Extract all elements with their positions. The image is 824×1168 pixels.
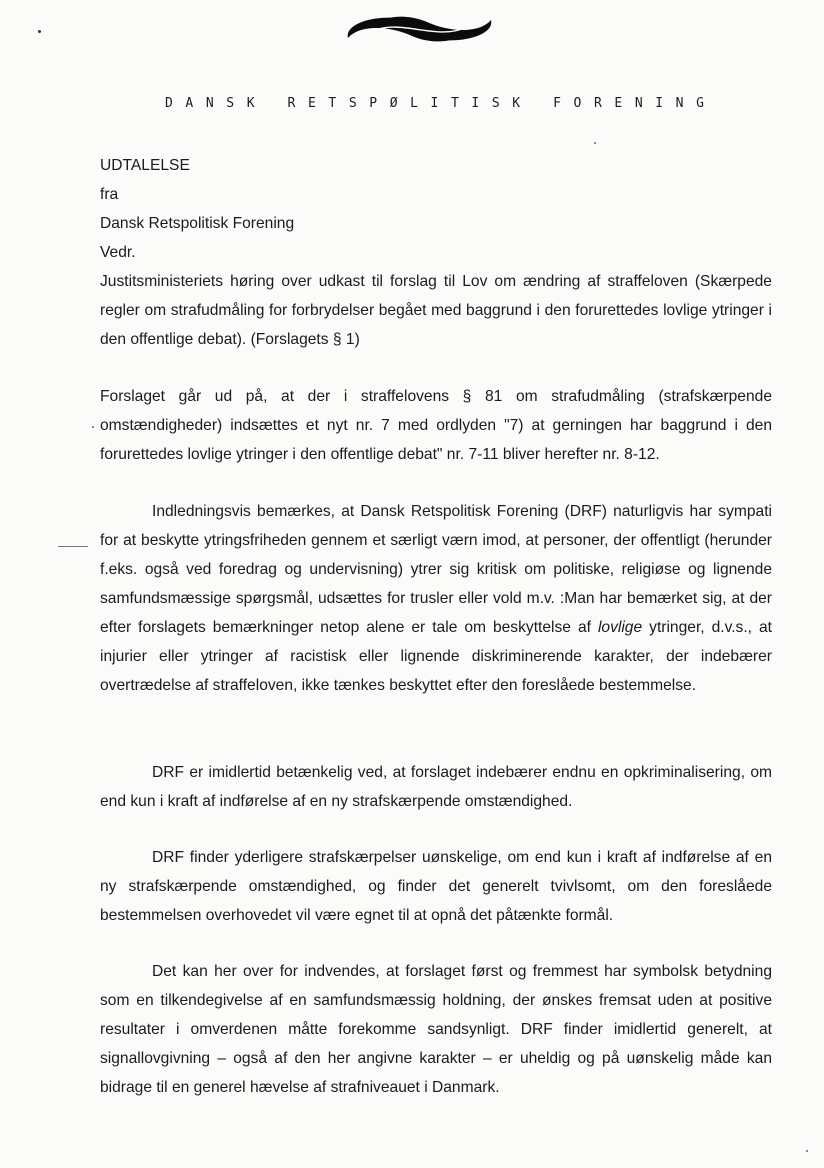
regarding-label: Vedr. bbox=[100, 244, 136, 261]
from-name: Dansk Retspolitisk Forening bbox=[100, 215, 295, 232]
scan-artifact bbox=[806, 1150, 808, 1152]
scan-artifact bbox=[92, 426, 94, 428]
organization-logo bbox=[342, 8, 497, 50]
paragraph-introduction bbox=[100, 497, 772, 700]
paragraph-symbolic: Det kan her over for indvendes, at forslaget først og fremmest har symbolsk betydning som en tilkendegivelse af en samfundsmæssig holdning, der ønskes fremsat uden at positive resultater i omverdenen måtte forekomme sandsynligt. DRF finder imidlertid generelt, at signallovgivning – også af den her angivne karakter – er uheldig og på uønskelig måde kan bidrage til en generel hævelse af strafniveauet i Danmark. bbox=[100, 963, 772, 1096]
scan-artifact bbox=[594, 142, 596, 144]
scan-artifact bbox=[58, 546, 88, 547]
paragraph-concern: DRF er imidlertid betænkelig ved, at forslaget indebærer endnu en opkriminalisering, om end kun i kraft af indførelse af en ny strafskærpende omstændighed. bbox=[100, 764, 772, 810]
paragraph-objection: DRF finder yderligere strafskærpelser uønskelige, om end kun i kraft af indførelse af en ny strafskærpende omstændighed, og finder det generelt tvivlsomt, om den foreslåede bestemmelsen overhovedet vil være egnet til at opnå det påtænkte formål. bbox=[100, 849, 772, 924]
paragraph-introduction-continuation: ytringer, d.v.s., at injurier eller ytringer af racistisk eller lignende diskriminerende karakter, der indebærer overtrædelse af straffeloven, ikke tænkes beskyttet efter den foreslåede bestemmelse. bbox=[100, 619, 772, 694]
emphasis-lovlige: lovlige bbox=[597, 619, 643, 636]
from-label: fra bbox=[100, 186, 119, 203]
paragraph-introduction-text: Indledningsvis bemærkes, at Dansk Retspolitisk Forening (DRF) naturligvis har sympati for at beskytte ytringsfriheden gennem et særligt værn imod, at personer, der offentligt (herunder f.eks. også ved foredrag og undervisning) ytrer sig kritisk om politiske, religiøse og lignende samfundsmæssige spørgsmål, udsættes for trusler eller vold m.v. :Man har bemærket sig, at der efter forslagets bemærkninger netop alene er tale om beskyttelse af bbox=[100, 503, 772, 636]
organization-name: DANSK RETSPØLITISK FORENING bbox=[165, 96, 717, 111]
paragraph-proposal: Forslaget går ud på, at der i straffelovens § 81 om strafudmåling (strafskærpende omstændigheder) indsættes et nyt nr. 7 med ordlyden "7) at gerningen har baggrund i den forurettedes lovlige ytringer i den offentlige debat" nr. 7-11 bliver herefter nr. 8-12. bbox=[100, 388, 772, 463]
subject-text: Justitsministeriets høring over udkast til forslag til Lov om ændring af straffeloven (Skærpede regler om strafudmåling for forbrydelser begået med baggrund i den forurettedes lovlige ytringer i den offentlige debat). (Forslagets § 1) bbox=[100, 273, 772, 348]
scan-artifact bbox=[38, 30, 41, 33]
header-title: UDTALELSE bbox=[100, 157, 190, 174]
